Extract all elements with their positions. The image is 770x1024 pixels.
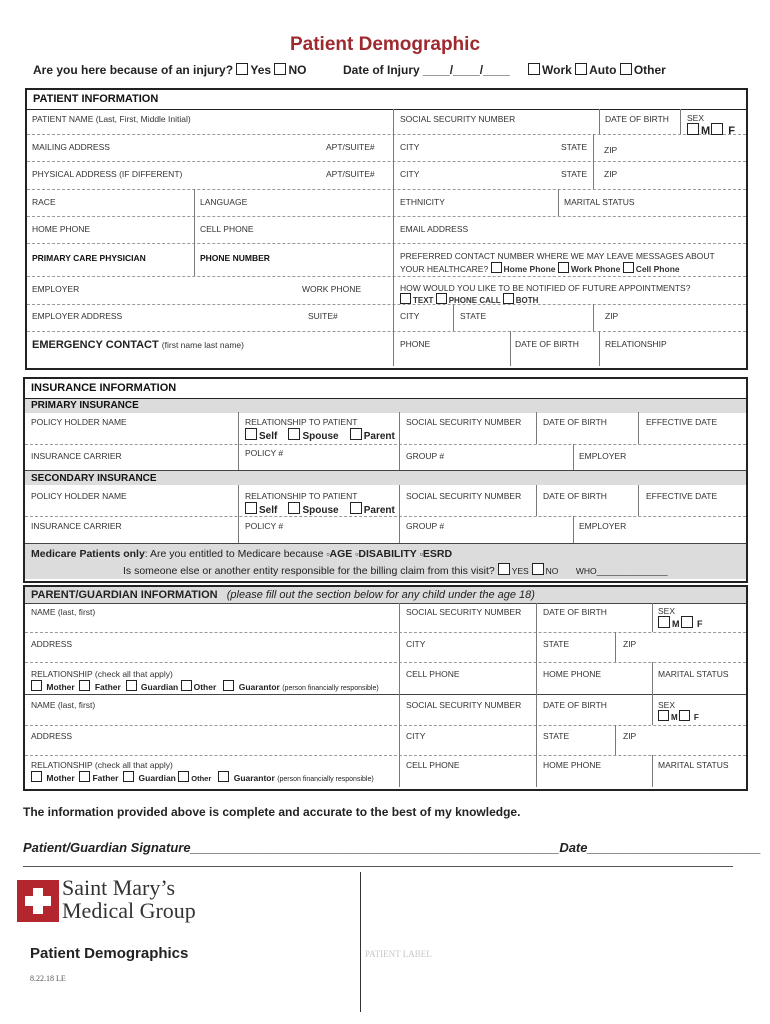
work-phone-field[interactable]: WORK PHONE: [302, 284, 362, 294]
patient-information-section: [25, 88, 748, 370]
primary-parent-checkbox[interactable]: [350, 428, 362, 440]
emergency-contact-field[interactable]: [32, 339, 244, 351]
preferred-contact-label: PREFERRED CONTACT NUMBER WHERE WE MAY LEAVE MESSAGES ABOUT: [400, 251, 715, 261]
guardian1-sex-label: SEX: [658, 606, 676, 616]
secondary-ssn-field[interactable]: SOCIAL SECURITY NUMBER: [406, 491, 522, 501]
parent-guardian-section: [23, 585, 748, 791]
employer-field[interactable]: EMPLOYER: [32, 284, 80, 294]
physical-state-field[interactable]: STATE: [561, 169, 588, 179]
billing-who-field[interactable]: WHO_______________: [575, 566, 668, 576]
header-divider: [27, 109, 746, 110]
guardian1-guarantor-checkbox[interactable]: [223, 680, 234, 691]
guardian2-relationship-options: [31, 771, 374, 783]
sex-f-label: F: [728, 125, 735, 137]
guardian-header: PARENT/GUARDIAN INFORMATION: [31, 589, 218, 601]
guardian1-sex-f-label: F: [697, 619, 703, 629]
guardian1-other-checkbox[interactable]: [181, 680, 192, 691]
primary-relationship-options: [245, 428, 395, 442]
guardian1-sex-m-checkbox[interactable]: [658, 616, 670, 628]
physical-address-field[interactable]: PHYSICAL ADDRESS (IF DIFFERENT): [32, 169, 183, 179]
secondary-group-field[interactable]: GROUP #: [406, 521, 445, 531]
mailing-zip-field[interactable]: ZIP: [604, 145, 618, 155]
pcp-phone-field[interactable]: PHONE NUMBER: [200, 253, 270, 263]
insurance-information-section: [23, 377, 748, 583]
guardian2-name-field[interactable]: NAME (last, first): [31, 700, 96, 710]
sex-m-checkbox[interactable]: [687, 123, 699, 135]
guardian1-mother-checkbox[interactable]: [31, 680, 42, 691]
injury-yes-checkbox[interactable]: [236, 63, 248, 75]
injury-no-label: NO: [288, 63, 307, 77]
pcp-field[interactable]: PRIMARY CARE PHYSICIAN: [32, 253, 146, 263]
notify-both-label: BOTH: [515, 296, 539, 305]
guardian2-home-field[interactable]: HOME PHONE: [543, 760, 602, 770]
guardian2-mother-checkbox[interactable]: [31, 771, 42, 782]
injury-yes-label: Yes: [250, 63, 272, 77]
pref-home-checkbox[interactable]: [491, 262, 502, 273]
medical-cross-logo-icon: [17, 880, 59, 922]
billing-no-checkbox[interactable]: [532, 563, 544, 575]
guardian2-state-field[interactable]: STATE: [543, 731, 570, 741]
emergency-contact-note: (first name last name): [161, 340, 244, 350]
primary-relationship-label: RELATIONSHIP TO PATIENT: [245, 417, 358, 427]
guardian2-sex-label: SEX: [658, 700, 676, 710]
mailing-address-field[interactable]: MAILING ADDRESS: [32, 142, 110, 152]
guardian1-marital-field[interactable]: MARITAL STATUS: [658, 669, 729, 679]
guardian-header-row: [31, 589, 535, 601]
pref-cell-label: Cell Phone: [635, 264, 680, 274]
pref-home-label: Home Phone: [503, 264, 556, 274]
billing-question-text: Is someone else or another entity responsible for the billing claim from this visit?: [123, 565, 495, 577]
sex-label: SEX: [687, 113, 705, 123]
employer-address-field[interactable]: EMPLOYER ADDRESS: [32, 311, 123, 321]
guardian1-father-label: Father: [94, 682, 121, 692]
patient-name-field[interactable]: PATIENT NAME (Last, First, Middle Initial): [32, 114, 191, 124]
primary-effective-date-field[interactable]: EFFECTIVE DATE: [646, 417, 718, 427]
guardian1-guarantor-label: Guarantor: [238, 682, 280, 692]
pref-work-label: Work Phone: [570, 264, 621, 274]
secondary-self-checkbox[interactable]: [245, 502, 257, 514]
guardian2-city-field[interactable]: CITY: [406, 731, 426, 741]
guardian2-dob-field[interactable]: DATE OF BIRTH: [543, 700, 607, 710]
mailing-apt-label: APT/SUITE#: [326, 142, 375, 152]
secondary-parent-checkbox[interactable]: [350, 502, 362, 514]
medicare-age-option[interactable]: AGE: [329, 548, 353, 560]
emergency-contact-label: EMERGENCY CONTACT: [32, 339, 159, 351]
secondary-self-label: Self: [259, 505, 278, 516]
primary-policy-holder-field[interactable]: POLICY HOLDER NAME: [31, 417, 127, 427]
guardian2-sex-f-checkbox[interactable]: [679, 710, 690, 721]
guardian2-mother-label: Mother: [46, 773, 75, 783]
injury-question: Are you here because of an injury?: [33, 63, 234, 77]
organization-logo-text: [62, 876, 196, 922]
guardian2-guarantor-label: Guarantor: [233, 773, 275, 783]
emergency-dob-field[interactable]: DATE OF BIRTH: [515, 339, 579, 349]
guardian2-sex-m-label: M: [671, 713, 678, 722]
guardian2-guardian-label: Guardian: [138, 773, 176, 783]
guardian2-address-field[interactable]: ADDRESS: [31, 731, 73, 741]
billing-responsibility-question: [123, 563, 668, 577]
emergency-relationship-field[interactable]: RELATIONSHIP: [605, 339, 667, 349]
race-field[interactable]: RACE: [32, 197, 56, 207]
guardian1-other-label: Other: [193, 682, 217, 692]
secondary-employer-field[interactable]: EMPLOYER: [579, 521, 627, 531]
medicare-disability-option[interactable]: DISABILITY: [358, 548, 417, 560]
guardian1-father-checkbox[interactable]: [79, 680, 90, 691]
primary-group-field[interactable]: GROUP #: [406, 451, 445, 461]
guardian1-state-field[interactable]: STATE: [543, 639, 570, 649]
secondary-relationship-label: RELATIONSHIP TO PATIENT: [245, 491, 358, 501]
guardian2-guarantor-checkbox[interactable]: [218, 771, 229, 782]
injury-type-row: [528, 63, 666, 77]
guardian1-sex-f-checkbox[interactable]: [681, 616, 693, 628]
guardian1-guardian-label: Guardian: [140, 682, 179, 692]
guardian1-dob-field[interactable]: DATE OF BIRTH: [543, 607, 607, 617]
primary-self-label: Self: [259, 431, 278, 442]
marital-status-field[interactable]: MARITAL STATUS: [564, 197, 635, 207]
secondary-dob-field[interactable]: DATE OF BIRTH: [543, 491, 607, 501]
preferred-contact-question: YOUR HEALTHCARE?: [400, 264, 489, 274]
medicare-question: Medicare Patients only: Are you entitled to Medicare because ▫AGE ▫DISABILITY ▫ESRD: [31, 548, 453, 560]
notify-call-checkbox[interactable]: [436, 293, 447, 304]
injury-no-checkbox[interactable]: [274, 63, 286, 75]
guardian1-ssn-field[interactable]: SOCIAL SECURITY NUMBER: [406, 607, 522, 617]
home-phone-field[interactable]: HOME PHONE: [32, 224, 91, 234]
notify-text-label: TEXT: [413, 296, 434, 305]
guardian2-sex-options: [658, 710, 699, 722]
guardian2-marital-field[interactable]: MARITAL STATUS: [658, 760, 729, 770]
notify-label: HOW WOULD YOU LIKE TO BE NOTIFIED OF FUTURE APPOINTMENTS?: [400, 283, 691, 293]
secondary-carrier-field[interactable]: INSURANCE CARRIER: [31, 521, 122, 531]
guardian2-sex-f-label: F: [693, 713, 699, 722]
primary-parent-label: Parent: [363, 431, 395, 442]
secondary-effective-date-field[interactable]: EFFECTIVE DATE: [646, 491, 718, 501]
signature-date-line[interactable]: Patient/Guardian Signature___________________________________________________Date________________________: [23, 840, 762, 855]
dob-field[interactable]: DATE OF BIRTH: [605, 114, 669, 124]
injury-other-checkbox[interactable]: [620, 63, 632, 75]
primary-ssn-field[interactable]: SOCIAL SECURITY NUMBER: [406, 417, 522, 427]
medicare-esrd-option[interactable]: ESRD: [422, 548, 453, 560]
secondary-spouse-label: Spouse: [302, 505, 339, 516]
employer-city-field[interactable]: CITY: [400, 311, 420, 321]
guardian1-address-field[interactable]: ADDRESS: [31, 639, 73, 649]
guardian1-sex-m-label: M: [672, 619, 680, 629]
insurance-info-header: INSURANCE INFORMATION: [31, 382, 177, 394]
secondary-policy-field[interactable]: POLICY #: [245, 521, 284, 531]
ssn-field[interactable]: SOCIAL SECURITY NUMBER: [400, 114, 516, 124]
injury-work-checkbox[interactable]: [528, 63, 540, 75]
pref-cell-checkbox[interactable]: [623, 262, 634, 273]
medicare-question-text: : Are you entitled to Medicare because: [144, 548, 324, 560]
guardian1-guarantor-note: (person financially responsible): [282, 685, 379, 692]
guardian1-city-field[interactable]: CITY: [406, 639, 426, 649]
sex-m-label: M: [701, 125, 711, 137]
billing-no-label: NO: [545, 566, 559, 576]
secondary-parent-label: Parent: [363, 505, 395, 516]
guardian2-other-label: Other: [191, 774, 212, 783]
guardian2-other-checkbox[interactable]: [178, 771, 189, 782]
secondary-spouse-checkbox[interactable]: [288, 502, 300, 514]
cell-phone-field[interactable]: CELL PHONE: [200, 224, 254, 234]
injury-work-label: Work: [542, 63, 572, 77]
patient-info-header: PATIENT INFORMATION: [33, 93, 159, 105]
mailing-city-field[interactable]: CITY: [400, 142, 420, 152]
guardian-note: (please fill out the section below for any child under the age 18): [226, 589, 535, 601]
guardian1-guardian-checkbox[interactable]: [126, 680, 137, 691]
date-of-injury[interactable]: Date of Injury ____/____/____: [343, 63, 510, 77]
notify-text-checkbox[interactable]: [400, 293, 411, 304]
guardian2-father-label: Father: [92, 773, 119, 783]
guardian2-relationship-label: RELATIONSHIP (check all that apply): [31, 760, 173, 770]
guardian1-home-field[interactable]: HOME PHONE: [543, 669, 602, 679]
page-title: Patient Demographic: [289, 34, 481, 55]
secondary-insurance-header: SECONDARY INSURANCE: [31, 473, 157, 484]
primary-self-checkbox[interactable]: [245, 428, 257, 440]
physical-zip-field[interactable]: ZIP: [604, 169, 618, 179]
guardian2-zip-field[interactable]: ZIP: [623, 731, 637, 741]
injury-auto-label: Auto: [589, 63, 617, 77]
patient-label-placeholder: PATIENT LABEL: [365, 949, 432, 959]
notify-both-checkbox[interactable]: [503, 293, 514, 304]
footer-divider: [23, 866, 733, 867]
guardian2-guarantor-note: (person financially responsible): [277, 776, 374, 783]
employer-zip-field[interactable]: ZIP: [605, 311, 619, 321]
medicare-label: Medicare Patients only: [31, 548, 145, 560]
injury-question-row: [33, 63, 306, 77]
guardian1-sex-options: [658, 616, 703, 629]
preferred-contact-options: [400, 262, 680, 274]
primary-carrier-field[interactable]: INSURANCE CARRIER: [31, 451, 122, 461]
secondary-relationship-options: [245, 502, 395, 516]
patient-label-divider: [360, 872, 361, 1012]
guardian1-mother-label: Mother: [46, 682, 75, 692]
guardian1-relationship-label: RELATIONSHIP (check all that apply): [31, 669, 173, 679]
injury-auto-checkbox[interactable]: [575, 63, 587, 75]
primary-dob-field[interactable]: DATE OF BIRTH: [543, 417, 607, 427]
pref-work-checkbox[interactable]: [558, 262, 569, 273]
logo-line-1: Saint Mary’s: [62, 875, 176, 900]
guardian2-ssn-field[interactable]: SOCIAL SECURITY NUMBER: [406, 700, 522, 710]
language-field[interactable]: LANGUAGE: [200, 197, 248, 207]
attestation-text: The information provided above is complete and accurate to the best of my knowledge.: [23, 805, 521, 819]
sex-f-checkbox[interactable]: [711, 123, 723, 135]
email-field[interactable]: EMAIL ADDRESS: [400, 224, 469, 234]
guardian2-cell-field[interactable]: CELL PHONE: [406, 760, 460, 770]
guardian1-relationship-options: [31, 680, 379, 692]
primary-spouse-label: Spouse: [302, 431, 339, 442]
ethnicity-field[interactable]: ETHNICITY: [400, 197, 445, 207]
primary-insurance-header: PRIMARY INSURANCE: [31, 400, 139, 411]
mailing-state-field[interactable]: STATE: [561, 142, 588, 152]
form-version: 8.22.18 LE: [30, 974, 66, 983]
billing-yes-label: YES: [511, 566, 529, 576]
guardian2-sex-m-checkbox[interactable]: [658, 710, 669, 721]
employer-state-field[interactable]: STATE: [460, 311, 487, 321]
guardian1-zip-field[interactable]: ZIP: [623, 639, 637, 649]
physical-apt-label: APT/SUITE#: [326, 169, 375, 179]
injury-other-label: Other: [633, 63, 666, 77]
guardian1-name-field[interactable]: NAME (last, first): [31, 607, 96, 617]
secondary-policy-holder-field[interactable]: POLICY HOLDER NAME: [31, 491, 127, 501]
billing-yes-checkbox[interactable]: [498, 563, 510, 575]
notify-options: [400, 293, 538, 305]
guardian2-father-checkbox[interactable]: [79, 771, 90, 782]
sex-options: [687, 123, 735, 137]
physical-city-field[interactable]: CITY: [400, 169, 420, 179]
guardian2-guardian-checkbox[interactable]: [123, 771, 134, 782]
emergency-phone-field[interactable]: PHONE: [400, 339, 431, 349]
notify-call-label: PHONE CALL: [448, 296, 501, 305]
guardian1-cell-field[interactable]: CELL PHONE: [406, 669, 460, 679]
primary-spouse-checkbox[interactable]: [288, 428, 300, 440]
form-name: Patient Demographics: [30, 945, 189, 962]
primary-policy-field[interactable]: POLICY #: [245, 448, 284, 458]
employer-suite-label: SUITE#: [308, 311, 338, 321]
primary-employer-field[interactable]: EMPLOYER: [579, 451, 627, 461]
logo-line-2: Medical Group: [62, 898, 196, 923]
